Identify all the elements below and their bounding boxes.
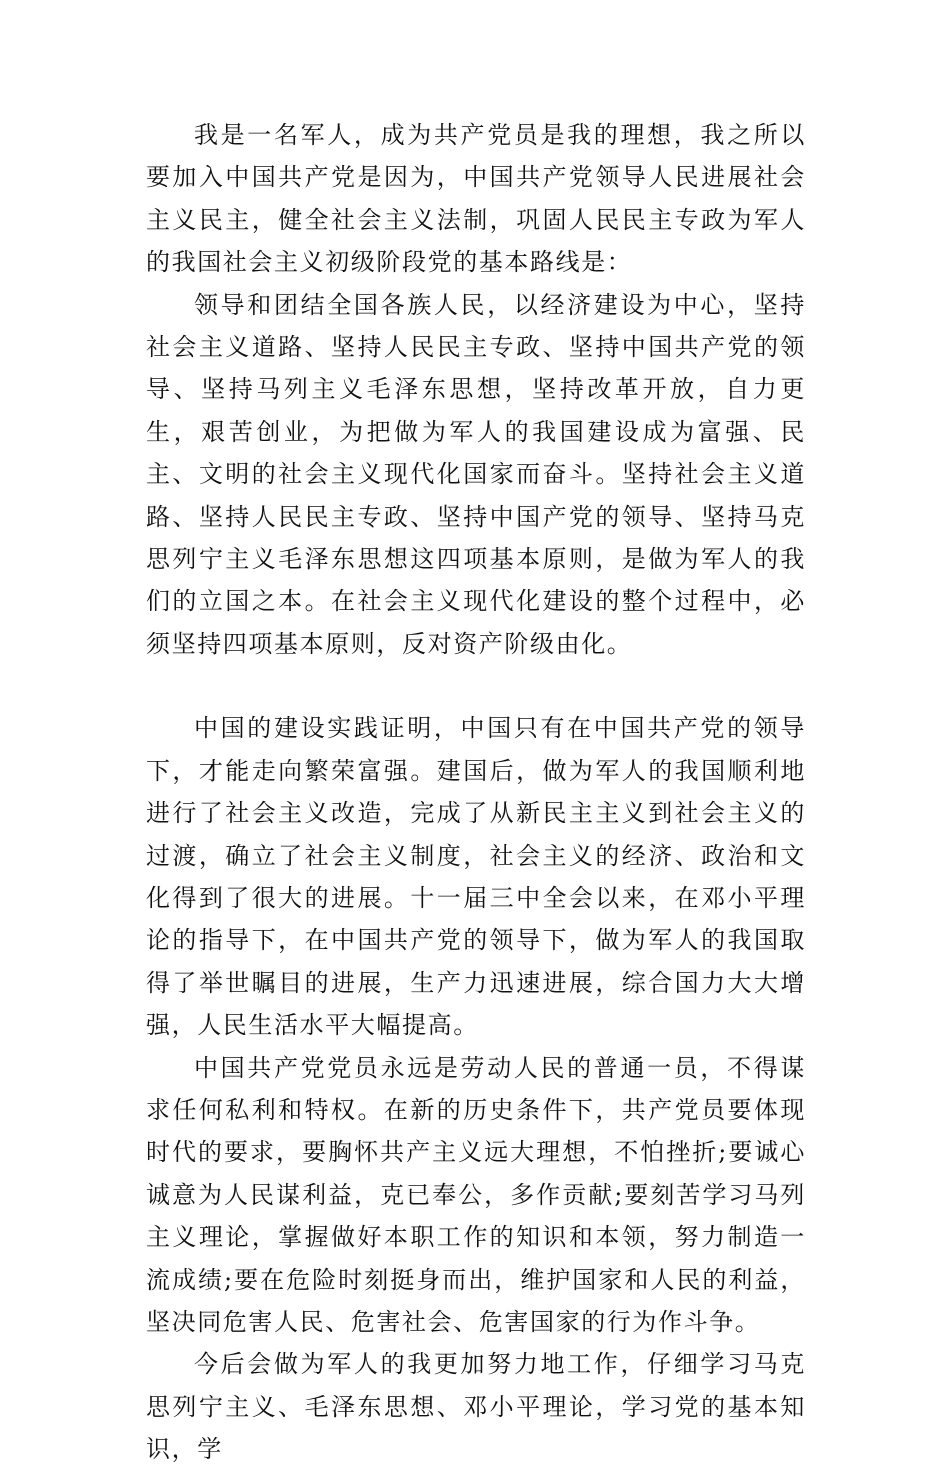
paragraph-3: 中国的建设实践证明，中国只有在中国共产党的领导下，才能走向繁荣富强。建国后，做为军人的我国顺利地进行了社会主义改造，完成了从新民主主义到社会主义的过渡，确立了社会主义制度，社会主义的经济、政治和文化得到了很大的进展。十一届三中全会以来，在邓小平理论的指导下，在中国共产党的领导下，做为军人的我国取得了举世瞩目的进展，生产力迅速进展，综合国力大大增强，人民生活水平大幅提高。	[146, 714, 806, 1040]
paragraph-5: 今后会做为军人的我更加努力地工作，仔细学习马克思列宁主义、毛泽东思想、邓小平理论，学习党的基本知识，学	[146, 1350, 806, 1464]
paragraph-4: 中国共产党党员永远是劳动人民的普通一员，不得谋求任何私利和特权。在新的历史条件下，共产党员要体现时代的要求，要胸怀共产主义远大理想，不怕挫折;要诚心诚意为人民谋利益，克已奉公，多作贡献;要刻苦学习马列主义理论，掌握做好本职工作的知识和本领，努力制造一流成绩;要在危险时刻挺身而出，维护国家和人民的利益，坚决同危害人民、危害社会、危害国家的行为作斗争。	[146, 1053, 806, 1336]
document-body	[146, 114, 806, 1471]
paragraph-2: 领导和团结全国各族人民，以经济建设为中心，坚持社会主义道路、坚持人民民主专政、坚持中国共产党的领导、坚持马列主义毛泽东思想，坚持改革开放，自力更生，艰苦创业，为把做为军人的我国建设成为富强、民主、文明的社会主义现代化国家而奋斗。坚持社会主义道路、坚持人民民主专政、坚持中国产党的领导、坚持马克思列宁主义毛泽东思想这四项基本原则，是做为军人的我们的立国之本。在社会主义现代化建设的整个过程中，必须坚持四项基本原则，反对资产阶级由化。	[146, 290, 806, 658]
paragraph-gap	[146, 665, 806, 707]
paragraph-1: 我是一名军人，成为共产党员是我的理想，我之所以要加入中国共产党是因为，中国共产党领导人民进展社会主义民主，健全社会主义法制，巩固人民民主专政为军人的我国社会主义初级阶段党的基本路线是：	[146, 121, 806, 277]
